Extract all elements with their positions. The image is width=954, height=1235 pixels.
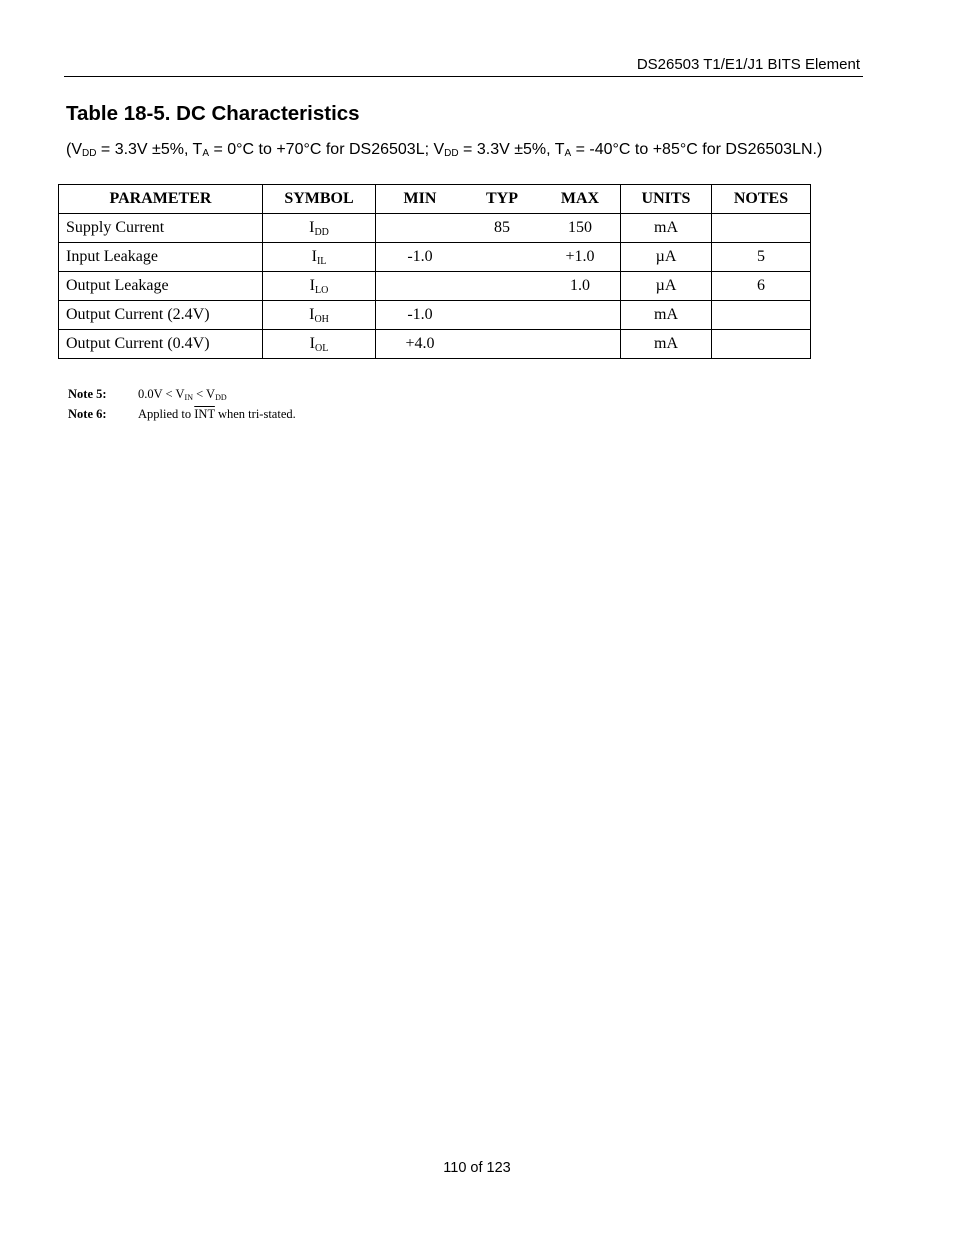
note-label: Note 5: xyxy=(68,386,107,401)
note-5 xyxy=(68,384,296,404)
typ-value xyxy=(464,335,540,353)
header-units: UNITS xyxy=(621,185,712,214)
table-row xyxy=(59,301,811,330)
typ-value xyxy=(464,277,540,295)
notes-cell xyxy=(712,214,811,243)
min-typ-max-cell xyxy=(376,272,621,301)
units-cell: mA xyxy=(621,214,712,243)
min-typ-max-cell xyxy=(376,214,621,243)
max-value: 1.0 xyxy=(570,277,590,294)
header-notes: NOTES xyxy=(712,185,811,214)
min-value: -1.0 xyxy=(407,306,433,323)
note-label: Note 6: xyxy=(68,406,107,421)
symbol-cell: $I_{OH}$ xyxy=(263,301,376,330)
min-typ-max-cell xyxy=(376,243,621,272)
note-text: Applied to $\overline{INT}$ when tri-stated. xyxy=(138,406,296,421)
parameter-cell: Output Current (2.4V) xyxy=(59,301,263,330)
notes-cell: 6 xyxy=(712,272,811,301)
note-6 xyxy=(68,404,296,424)
page-number: 110 of 123 xyxy=(443,1160,511,1176)
min-value: -1.0 xyxy=(407,248,433,265)
max-value: +1.0 xyxy=(565,248,595,265)
parameter-cell: Supply Current xyxy=(59,214,263,243)
table-row xyxy=(59,330,811,359)
parameter-cell: Input Leakage xyxy=(59,243,263,272)
notes-cell xyxy=(712,301,811,330)
units-cell: µA xyxy=(621,272,712,301)
min-value xyxy=(376,219,464,237)
table-title: Table 18-5. DC Characteristics xyxy=(66,102,360,125)
typ-value: 85 xyxy=(494,219,510,236)
min-typ-max-cell xyxy=(376,330,621,359)
note-text: $0.0V < V_{IN} < V_{DD}$ xyxy=(138,386,227,402)
max-value: 150 xyxy=(568,219,592,236)
notes-cell xyxy=(712,330,811,359)
min-value: +4.0 xyxy=(405,335,435,352)
table-header-row xyxy=(59,185,811,214)
parameter-cell: Output Leakage xyxy=(59,272,263,301)
parameter-cell: Output Current (0.4V) xyxy=(59,330,263,359)
header-rule xyxy=(64,76,863,77)
table-row xyxy=(59,214,811,243)
header-min: MIN xyxy=(403,190,437,207)
symbol-cell: $I_{OL}$ xyxy=(263,330,376,359)
int-signal-name: $\overline{INT}$ xyxy=(194,406,215,421)
units-cell: mA xyxy=(621,301,712,330)
typ-value xyxy=(464,306,540,324)
header-symbol: SYMBOL xyxy=(263,185,376,214)
header-max: MAX xyxy=(560,190,600,207)
min-value xyxy=(376,277,464,295)
max-value xyxy=(540,306,620,324)
header-typ: TYP xyxy=(486,190,518,207)
symbol-cell: $I_{LO}$ xyxy=(263,272,376,301)
dc-characteristics-table xyxy=(58,184,811,359)
symbol-cell: $I_{DD}$ xyxy=(263,214,376,243)
operating-conditions: ($V_{DD} = 3.3V \pm 5\%$, $T_A = 0^\circ C$ to +70°C for DS26503L; $V_{DD} = 3.3V \pm 5\%$, $T_A = -40^\circ C$ to +85°C for DS26503LN.) xyxy=(66,141,823,159)
header-min-typ-max xyxy=(376,185,621,214)
table-notes xyxy=(68,384,296,424)
units-cell: µA xyxy=(621,243,712,272)
notes-cell: 5 xyxy=(712,243,811,272)
table-row xyxy=(59,272,811,301)
units-cell: mA xyxy=(621,330,712,359)
typ-value xyxy=(464,248,540,266)
symbol-cell: $I_{IL}$ xyxy=(263,243,376,272)
max-value xyxy=(540,335,620,353)
table-row xyxy=(59,243,811,272)
min-typ-max-cell xyxy=(376,301,621,330)
document-header-title: DS26503 T1/E1/J1 BITS Element xyxy=(636,56,860,73)
header-parameter: PARAMETER xyxy=(59,185,263,214)
